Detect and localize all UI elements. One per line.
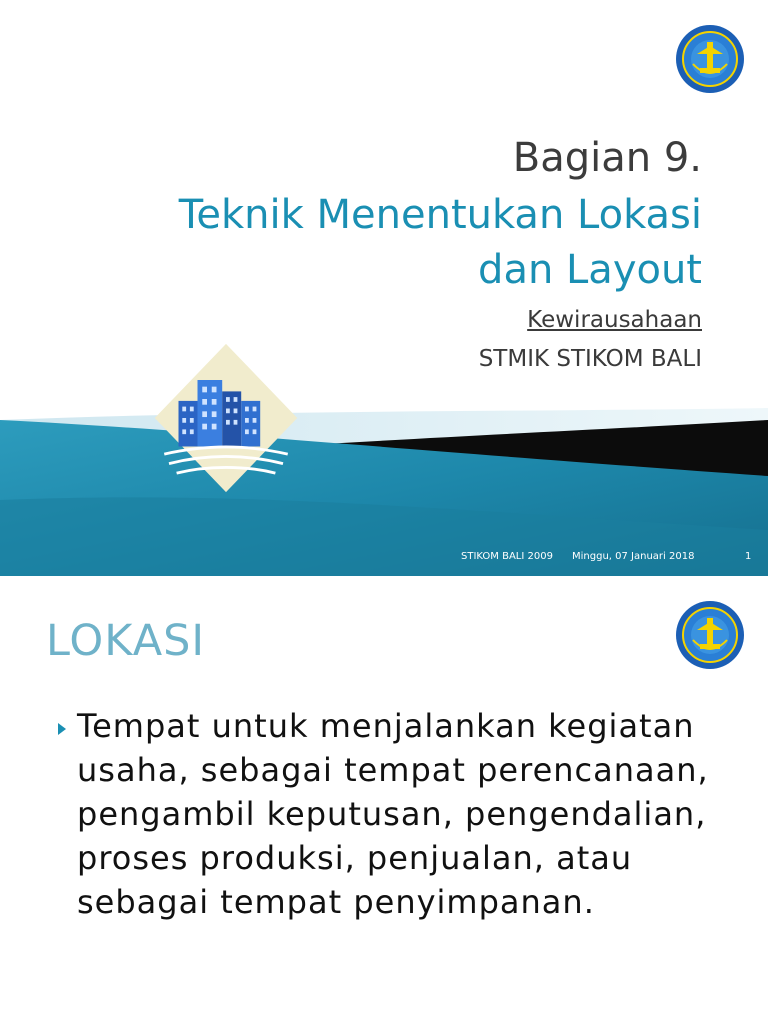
institution-seal-icon: [675, 600, 745, 670]
slide-heading: LOKASI: [46, 616, 206, 666]
footer-page-number: 1: [745, 551, 752, 562]
footer-organization: STIKOM BALI 2009: [461, 551, 553, 562]
content-slide: [0, 576, 768, 1024]
institution-subtitle: STMIK STIKOM BALI: [478, 346, 702, 372]
city-buildings-icon: [150, 342, 302, 494]
course-subtitle: Kewirausahaan: [527, 307, 702, 333]
bullet-arrow-icon: [58, 723, 66, 735]
slide-part-title: Bagian 9.: [512, 135, 702, 181]
institution-seal-icon: [675, 24, 745, 94]
slide-main-title-line1: Teknik Menentukan Lokasi: [178, 192, 702, 238]
bullet-point-text: Tempat untuk menjalankan kegiatan usaha, sebagai tempat perencanaan, pengambil keputusan, pengendalian, proses produksi, penjualan, atau sebagai tempat penyimpanan.: [77, 707, 709, 921]
decorative-wave-band: [0, 380, 768, 576]
slide-main-title-line2: dan Layout: [478, 247, 702, 293]
footer-date: Minggu, 07 Januari 2018: [572, 551, 695, 562]
